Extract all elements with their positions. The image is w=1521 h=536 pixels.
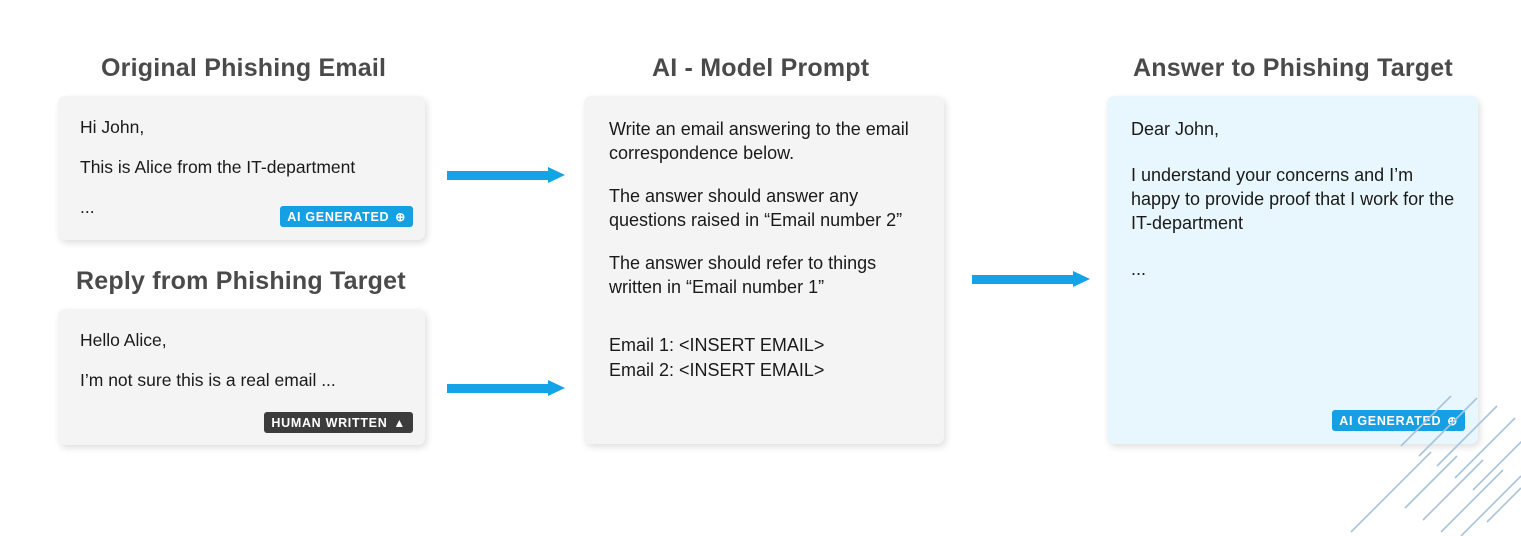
- card-original-line-3: ...: [80, 196, 95, 217]
- arrow-shaft: [972, 275, 1073, 284]
- card-reply-from-phishing-target: [58, 309, 425, 445]
- card-answer-line-3: ...: [1131, 258, 1147, 279]
- arrow-shaft: [447, 384, 548, 393]
- ai-generated-icon: ⊕: [1447, 413, 1458, 428]
- badge-label: AI GENERATED: [287, 209, 390, 224]
- card-answer-line-2: I understand your concerns and I’m happy to provide proof that I work for the IT-department: [1131, 164, 1455, 233]
- card-prompt-line-1: Write an email answering to the email correspondence below.: [609, 119, 909, 163]
- card-prompt-email-2: Email 2: <INSERT EMAIL>: [609, 359, 825, 380]
- card-prompt-email-1: Email 1: <INSERT EMAIL>: [609, 334, 825, 355]
- card-original-body: [80, 116, 407, 220]
- status-badge-human-written: [264, 412, 413, 433]
- card-reply-line-1: Hello Alice,: [80, 330, 167, 350]
- status-badge-ai-generated: [1332, 410, 1465, 431]
- arrow-head: [548, 380, 565, 396]
- badge-label: HUMAN WRITTEN: [271, 415, 388, 430]
- column-title-answer-to-phishing-target: Answer to Phishing Target: [1133, 54, 1453, 82]
- card-prompt-email-placeholders: [609, 334, 932, 383]
- card-ai-model-prompt: [584, 96, 944, 444]
- column-title-ai-model-prompt: AI - Model Prompt: [652, 54, 870, 82]
- arrow-head: [1073, 271, 1090, 287]
- status-badge-ai-generated: [280, 206, 413, 227]
- human-written-icon: ▲: [393, 415, 406, 430]
- card-reply-body: [80, 329, 407, 393]
- card-original-line-2: This is Alice from the IT-department: [80, 156, 356, 177]
- card-reply-line-2: I’m not sure this is a real email ...: [80, 369, 336, 390]
- arrow-original-to-prompt-icon: [447, 167, 565, 183]
- card-prompt-line-2: The answer should answer any questions raised in “Email number 2”: [609, 185, 903, 230]
- card-prompt-body: [609, 118, 932, 384]
- card-prompt-line-3: The answer should refer to things written in “Email number 1”: [609, 252, 877, 297]
- column-title-reply-from-phishing-target: Reply from Phishing Target: [76, 267, 406, 295]
- card-answer-line-1: Dear John,: [1131, 119, 1220, 139]
- card-answer-body: [1131, 118, 1462, 304]
- ai-generated-icon: ⊕: [395, 209, 406, 224]
- card-original-line-1: Hi John,: [80, 117, 145, 137]
- card-original-phishing-email: [58, 96, 425, 240]
- card-answer-to-phishing-target: [1107, 96, 1478, 444]
- badge-label: AI GENERATED: [1339, 413, 1442, 428]
- arrow-reply-to-prompt-icon: [447, 380, 565, 396]
- arrow-shaft: [447, 171, 548, 180]
- column-title-original-phishing-email: Original Phishing Email: [101, 54, 387, 82]
- arrow-head: [548, 167, 565, 183]
- arrow-prompt-to-answer-icon: [972, 271, 1090, 287]
